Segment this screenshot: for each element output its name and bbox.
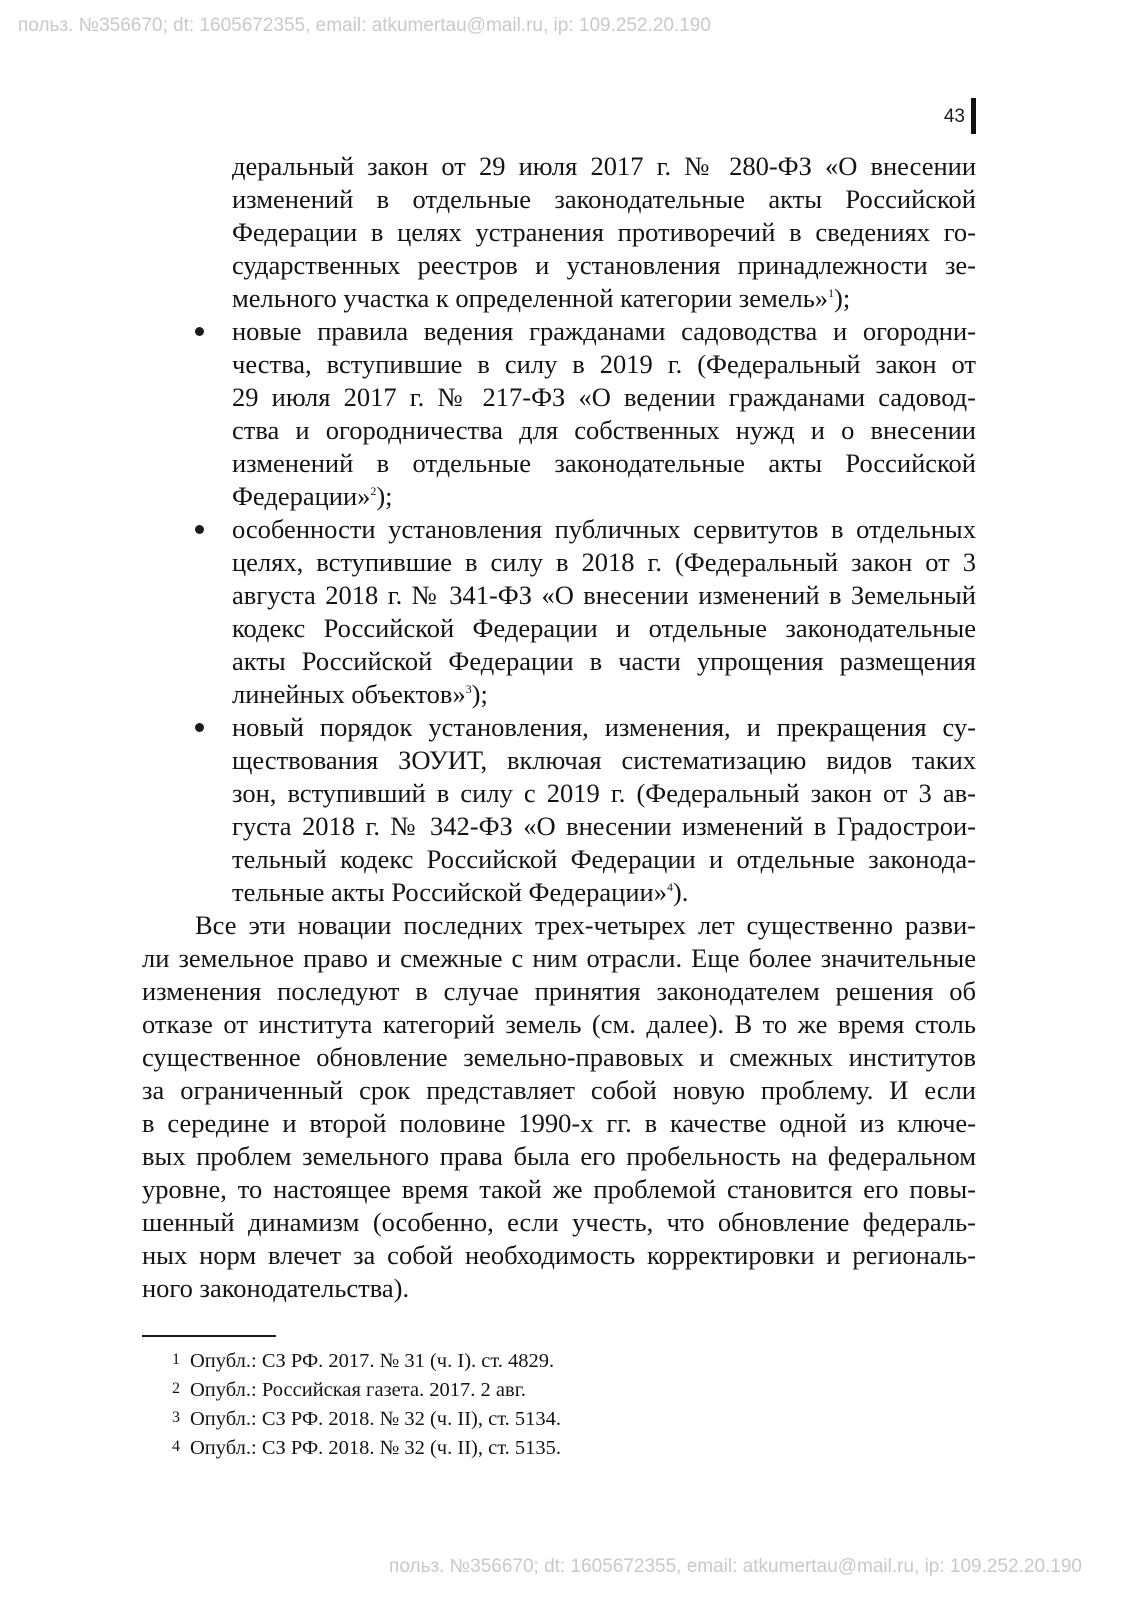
watermark-top: польз. №356670; dt: 1605672355, email: atkumertau@mail.ru, ip: 109.252.20.190: [18, 15, 711, 36]
footnote-ref: 2: [370, 483, 377, 498]
text-line: тельные акты Российской Федерации»$^4$).: [232, 877, 689, 907]
text-line: кодекс Российской Федерации и отдельные законодательные: [232, 613, 976, 643]
paragraph-line: ных норм влечет за собой необходимость корректировки и региональ-: [142, 1240, 976, 1270]
text-line: особенности установления публичных сервитутов в отдельных: [232, 514, 976, 544]
footnote-ref: 1: [828, 285, 835, 300]
text-line: августа 2018 г. № 341-ФЗ «О внесении изменений в Земельный: [232, 580, 976, 610]
text-line: тельный кодекс Российской Федерации и отдельные законода-: [232, 844, 976, 874]
footnote-ref: 3: [465, 681, 472, 696]
text-line: деральный закон от 29 июля 2017 г. № 280-ФЗ «О внесении: [232, 151, 976, 181]
footnote-number: 3: [172, 1409, 180, 1426]
text-line: Федерации»$^2$);: [232, 481, 393, 511]
page-number: 43: [943, 106, 965, 127]
text-line: ществования ЗОУИТ, включая систематизацию видов таких: [232, 745, 976, 775]
text-line: новые правила ведения гражданами садоводства и огородни-: [232, 316, 976, 346]
footnote-number: 1: [172, 1351, 180, 1368]
text-line: густа 2018 г. № 342-ФЗ «О внесении изменений в Градострои-: [232, 811, 976, 841]
text-line: целях, вступившие в силу в 2018 г. (Федеральный закон от 3: [232, 547, 976, 577]
watermark-bottom: польз. №356670; dt: 1605672355, email: atkumertau@mail.ru, ip: 109.252.20.190: [389, 1556, 1082, 1577]
bullet-dot: [195, 525, 204, 534]
text-line: чества, вступившие в силу в 2019 г. (Федеральный закон от: [232, 349, 976, 379]
text-line: сударственных реестров и установления принадлежности зе-: [232, 250, 976, 280]
footnote: 2 Опубл.: Российская газета. 2017. 2 авг.: [172, 1375, 526, 1403]
text-line: 29 июля 2017 г. № 217-ФЗ «О ведении гражданами садовод-: [232, 382, 976, 412]
paragraph-line: отказе от института категорий земель (см. далее). В то же время столь: [142, 1009, 976, 1039]
paragraph-line: Все эти новации последних трех-четырех лет существенно разви-: [195, 910, 976, 940]
paragraph-line: в середине и второй половине 1990-х гг. в качестве одной из ключе-: [142, 1108, 976, 1138]
text-line: Федерации в целях устранения противоречий в сведениях го-: [232, 217, 976, 247]
text-line: новый порядок установления, изменения, и прекращения су-: [232, 712, 976, 742]
text-line: зон, вступивший в силу с 2019 г. (Федеральный закон от 3 ав-: [232, 778, 976, 808]
text-line: мельного участка к определенной категории земель»$^1$);: [232, 283, 851, 313]
text-line: изменений в отдельные законодательные акты Российской: [232, 184, 976, 214]
paragraph-line: уровне, то настоящее время такой же проблемой становится его повы-: [142, 1174, 976, 1204]
paragraph-line: шенный динамизм (особенно, если учесть, что обновление федераль-: [142, 1207, 976, 1237]
footnote-separator: [142, 1335, 276, 1337]
bullet-dot: [195, 327, 204, 336]
footnote-number: 4: [172, 1438, 180, 1455]
text-line: изменений в отдельные законодательные акты Российской: [232, 448, 976, 478]
footnote-number: 2: [172, 1380, 180, 1397]
paragraph-line: вых проблем земельного права была его пробельность на федеральном: [142, 1141, 976, 1171]
paragraph-line: существенное обновление земельно-правовых и смежных институтов: [142, 1042, 976, 1072]
footnote: 3 Опубл.: СЗ РФ. 2018. № 32 (ч. II), ст. 5134.: [172, 1404, 561, 1432]
footnote-ref: 4: [666, 879, 673, 894]
page-marker-bar: [971, 98, 976, 134]
footnote: 1 Опубл.: СЗ РФ. 2017. № 31 (ч. I). ст. 4829.: [172, 1346, 554, 1374]
bullet-dot: [195, 723, 204, 732]
paragraph-line: ли земельное право и смежные с ним отрасли. Еще более значительные: [142, 943, 976, 973]
text-line: ства и огородничества для собственных нужд и о внесении: [232, 415, 976, 445]
paragraph-line: изменения последуют в случае принятия законодателем решения об: [142, 976, 976, 1006]
paragraph-line: за ограниченный срок представляет собой новую проблему. И если: [142, 1075, 976, 1105]
text-line: линейных объектов»$^3$);: [232, 679, 488, 709]
text-line: акты Российской Федерации в части упрощения размещения: [232, 646, 976, 676]
paragraph-line: ного законодательства).: [142, 1273, 410, 1303]
footnote: 4 Опубл.: СЗ РФ. 2018. № 32 (ч. II), ст. 5135.: [172, 1433, 561, 1461]
